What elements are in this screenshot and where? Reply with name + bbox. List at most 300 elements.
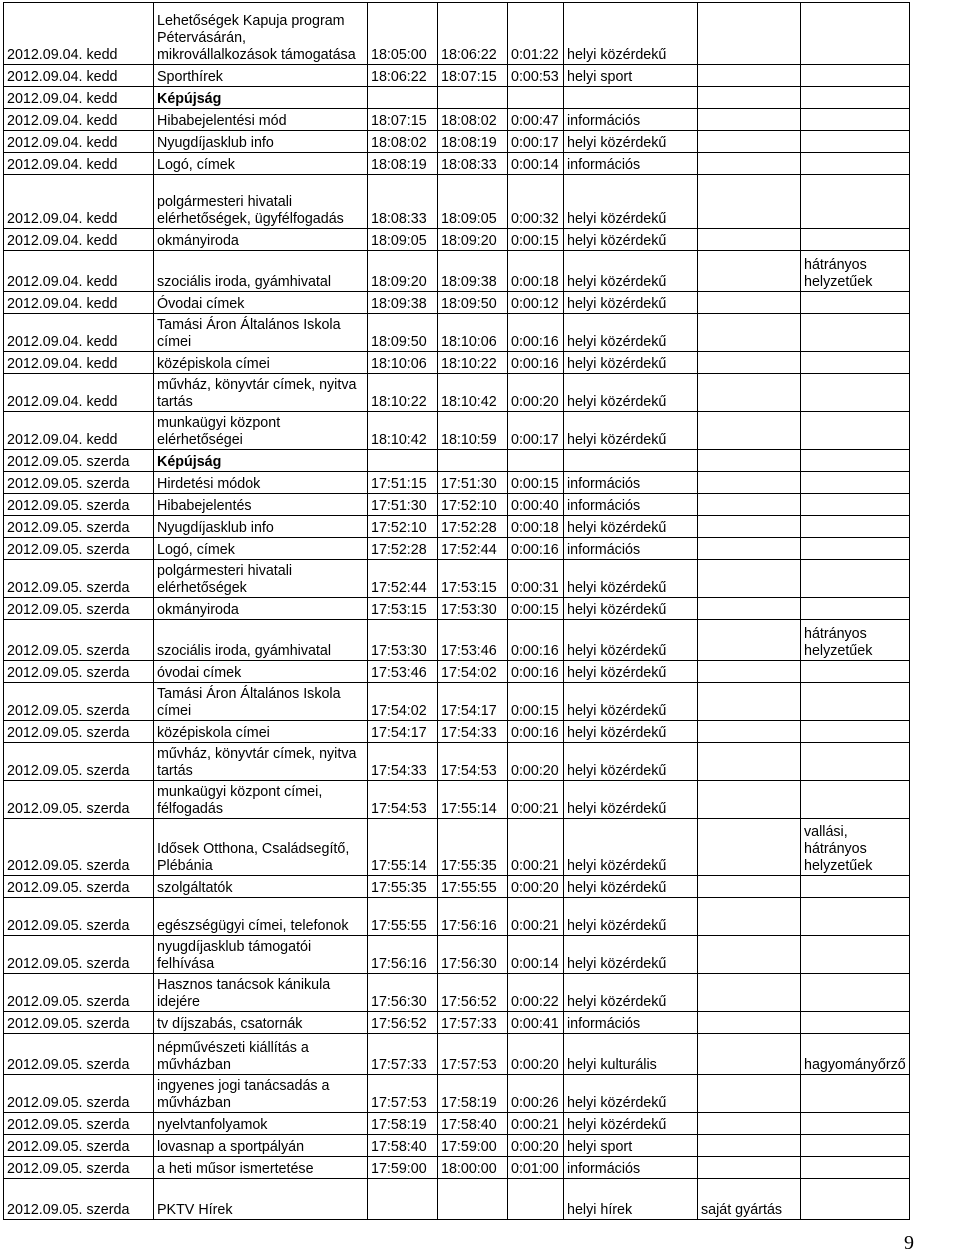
category-cell: helyi közérdekű xyxy=(564,819,698,876)
target-group-cell xyxy=(801,683,910,721)
program-cell: Tamási Áron Általános Iskola címei xyxy=(154,314,368,352)
category-cell: helyi közérdekű xyxy=(564,661,698,683)
date-cell: 2012.09.05. szerda xyxy=(4,781,154,819)
date-cell: 2012.09.05. szerda xyxy=(4,1135,154,1157)
production-cell xyxy=(698,516,801,538)
target-group-cell xyxy=(801,3,910,65)
end-time-cell: 17:57:33 xyxy=(438,1012,508,1034)
table-row xyxy=(4,87,910,109)
production-cell xyxy=(698,1157,801,1179)
start-time-cell: 17:55:35 xyxy=(368,876,438,898)
end-time-cell: 17:56:52 xyxy=(438,974,508,1012)
target-group-cell xyxy=(801,494,910,516)
start-time-cell: 18:09:38 xyxy=(368,292,438,314)
start-time-cell: 17:54:33 xyxy=(368,743,438,781)
broadcast-schedule-table xyxy=(3,2,910,1220)
production-cell xyxy=(698,721,801,743)
date-cell: 2012.09.04. kedd xyxy=(4,153,154,175)
start-time-cell: 17:56:16 xyxy=(368,936,438,974)
program-cell: Tamási Áron Általános Iskola címei xyxy=(154,683,368,721)
end-time-cell: 17:54:53 xyxy=(438,743,508,781)
category-cell: helyi közérdekű xyxy=(564,1075,698,1113)
table-row xyxy=(4,153,910,175)
duration-cell: 0:00:16 xyxy=(508,352,564,374)
production-cell xyxy=(698,743,801,781)
date-cell: 2012.09.04. kedd xyxy=(4,412,154,450)
program-cell: Idősek Otthona, Családsegítő, Plébánia xyxy=(154,819,368,876)
date-cell: 2012.09.04. kedd xyxy=(4,314,154,352)
table-row xyxy=(4,743,910,781)
target-group-cell xyxy=(801,1012,910,1034)
production-cell xyxy=(698,175,801,229)
page-number: 9 xyxy=(904,1232,914,1254)
program-cell: szociális iroda, gyámhivatal xyxy=(154,620,368,661)
production-cell xyxy=(698,472,801,494)
date-cell: 2012.09.05. szerda xyxy=(4,472,154,494)
start-time-cell: 17:57:53 xyxy=(368,1075,438,1113)
date-cell: 2012.09.04. kedd xyxy=(4,352,154,374)
program-cell: nyelvtanfolyamok xyxy=(154,1113,368,1135)
date-cell: 2012.09.05. szerda xyxy=(4,620,154,661)
category-cell: információs xyxy=(564,153,698,175)
program-cell: Hirdetési módok xyxy=(154,472,368,494)
program-cell: művház, könyvtár címek, nyitva tartás xyxy=(154,743,368,781)
target-group-cell xyxy=(801,1157,910,1179)
date-cell: 2012.09.04. kedd xyxy=(4,87,154,109)
production-cell xyxy=(698,109,801,131)
start-time-cell: 17:53:15 xyxy=(368,598,438,620)
date-cell: 2012.09.05. szerda xyxy=(4,1179,154,1220)
end-time-cell: 17:54:17 xyxy=(438,683,508,721)
target-group-cell xyxy=(801,781,910,819)
program-cell: munkaügyi központ elérhetőségei xyxy=(154,412,368,450)
date-cell: 2012.09.05. szerda xyxy=(4,898,154,936)
date-cell: 2012.09.05. szerda xyxy=(4,560,154,598)
production-cell xyxy=(698,1075,801,1113)
program-cell: okmányiroda xyxy=(154,598,368,620)
target-group-cell xyxy=(801,560,910,598)
table-row xyxy=(4,412,910,450)
table-row xyxy=(4,538,910,560)
target-group-cell xyxy=(801,743,910,781)
category-cell: helyi közérdekű xyxy=(564,721,698,743)
end-time-cell xyxy=(438,1179,508,1220)
start-time-cell: 18:09:50 xyxy=(368,314,438,352)
production-cell xyxy=(698,781,801,819)
table-row xyxy=(4,292,910,314)
date-cell: 2012.09.05. szerda xyxy=(4,661,154,683)
program-cell: Hibabejelentési mód xyxy=(154,109,368,131)
category-cell: helyi hírek xyxy=(564,1179,698,1220)
program-cell: szolgáltatók xyxy=(154,876,368,898)
program-cell: polgármesteri hivatali elérhetőségek, ügyfélfogadás xyxy=(154,175,368,229)
target-group-cell xyxy=(801,721,910,743)
category-cell: helyi sport xyxy=(564,65,698,87)
category-cell: helyi közérdekű xyxy=(564,683,698,721)
date-cell: 2012.09.05. szerda xyxy=(4,743,154,781)
target-group-cell xyxy=(801,1075,910,1113)
duration-cell: 0:00:21 xyxy=(508,819,564,876)
end-time-cell: 17:58:40 xyxy=(438,1113,508,1135)
category-cell: helyi közérdekű xyxy=(564,781,698,819)
duration-cell: 0:00:15 xyxy=(508,683,564,721)
start-time-cell: 18:08:02 xyxy=(368,131,438,153)
category-cell: helyi közérdekű xyxy=(564,229,698,251)
start-time-cell: 17:54:02 xyxy=(368,683,438,721)
program-cell: művház, könyvtár címek, nyitva tartás xyxy=(154,374,368,412)
category-cell: helyi sport xyxy=(564,1135,698,1157)
category-cell: helyi közérdekű xyxy=(564,516,698,538)
program-cell: Nyugdíjasklub info xyxy=(154,516,368,538)
program-cell: Óvodai címek xyxy=(154,292,368,314)
table-row xyxy=(4,936,910,974)
date-cell: 2012.09.04. kedd xyxy=(4,175,154,229)
duration-cell: 0:01:00 xyxy=(508,1157,564,1179)
production-cell xyxy=(698,598,801,620)
start-time-cell: 17:53:30 xyxy=(368,620,438,661)
duration-cell: 0:00:26 xyxy=(508,1075,564,1113)
production-cell xyxy=(698,3,801,65)
duration-cell: 0:00:16 xyxy=(508,314,564,352)
end-time-cell: 18:10:59 xyxy=(438,412,508,450)
date-cell: 2012.09.05. szerda xyxy=(4,876,154,898)
table-row xyxy=(4,472,910,494)
category-cell: információs xyxy=(564,1157,698,1179)
target-group-cell: vallási, hátrányos helyzetűek xyxy=(801,819,910,876)
end-time-cell: 18:09:05 xyxy=(438,175,508,229)
production-cell xyxy=(698,374,801,412)
program-cell: munkaügyi központ címei, félfogadás xyxy=(154,781,368,819)
table-row xyxy=(4,1179,910,1220)
end-time-cell: 17:51:30 xyxy=(438,472,508,494)
program-cell: ingyenes jogi tanácsadás a művházban xyxy=(154,1075,368,1113)
table-row xyxy=(4,898,910,936)
category-cell: helyi közérdekű xyxy=(564,620,698,661)
table-row xyxy=(4,661,910,683)
table-row xyxy=(4,1075,910,1113)
program-cell: Képújság xyxy=(154,87,368,109)
target-group-cell xyxy=(801,292,910,314)
duration-cell: 0:00:41 xyxy=(508,1012,564,1034)
production-cell xyxy=(698,876,801,898)
category-cell xyxy=(564,450,698,472)
target-group-cell xyxy=(801,974,910,1012)
target-group-cell xyxy=(801,314,910,352)
duration-cell: 0:00:53 xyxy=(508,65,564,87)
category-cell: helyi közérdekű xyxy=(564,131,698,153)
duration-cell: 0:00:47 xyxy=(508,109,564,131)
date-cell: 2012.09.04. kedd xyxy=(4,109,154,131)
duration-cell: 0:00:20 xyxy=(508,374,564,412)
table-row xyxy=(4,450,910,472)
target-group-cell: hátrányos helyzetűek xyxy=(801,251,910,292)
end-time-cell: 17:53:30 xyxy=(438,598,508,620)
target-group-cell xyxy=(801,352,910,374)
program-cell: egészségügyi címei, telefonok xyxy=(154,898,368,936)
program-cell: nyugdíjasklub támogatói felhívása xyxy=(154,936,368,974)
target-group-cell xyxy=(801,109,910,131)
start-time-cell: 17:51:30 xyxy=(368,494,438,516)
production-cell xyxy=(698,1012,801,1034)
table-row xyxy=(4,1135,910,1157)
target-group-cell xyxy=(801,661,910,683)
start-time-cell: 17:53:46 xyxy=(368,661,438,683)
end-time-cell: 17:55:14 xyxy=(438,781,508,819)
production-cell xyxy=(698,65,801,87)
end-time-cell xyxy=(438,87,508,109)
target-group-cell xyxy=(801,412,910,450)
start-time-cell: 17:52:44 xyxy=(368,560,438,598)
start-time-cell: 18:05:00 xyxy=(368,3,438,65)
duration-cell xyxy=(508,450,564,472)
date-cell: 2012.09.05. szerda xyxy=(4,819,154,876)
end-time-cell: 17:58:19 xyxy=(438,1075,508,1113)
duration-cell: 0:00:16 xyxy=(508,721,564,743)
target-group-cell xyxy=(801,175,910,229)
production-cell xyxy=(698,494,801,516)
start-time-cell: 17:56:30 xyxy=(368,974,438,1012)
production-cell xyxy=(698,314,801,352)
table-row xyxy=(4,494,910,516)
start-time-cell: 17:57:33 xyxy=(368,1034,438,1075)
duration-cell: 0:00:32 xyxy=(508,175,564,229)
end-time-cell: 17:55:55 xyxy=(438,876,508,898)
end-time-cell: 17:52:10 xyxy=(438,494,508,516)
start-time-cell: 18:09:20 xyxy=(368,251,438,292)
program-cell: Lehetőségek Kapuja program Pétervásárán, mikrovállalkozások támogatása xyxy=(154,3,368,65)
start-time-cell: 18:06:22 xyxy=(368,65,438,87)
program-cell: a heti műsor ismertetése xyxy=(154,1157,368,1179)
program-cell: középiskola címei xyxy=(154,352,368,374)
production-cell xyxy=(698,1034,801,1075)
category-cell: helyi közérdekű xyxy=(564,412,698,450)
table-row xyxy=(4,620,910,661)
production-cell xyxy=(698,819,801,876)
start-time-cell: 18:09:05 xyxy=(368,229,438,251)
table-row xyxy=(4,819,910,876)
duration-cell: 0:00:16 xyxy=(508,538,564,560)
program-cell: szociális iroda, gyámhivatal xyxy=(154,251,368,292)
program-cell: óvodai címek xyxy=(154,661,368,683)
table-row xyxy=(4,683,910,721)
production-cell xyxy=(698,251,801,292)
end-time-cell: 18:09:38 xyxy=(438,251,508,292)
table-row xyxy=(4,1157,910,1179)
category-cell: információs xyxy=(564,109,698,131)
start-time-cell: 17:54:17 xyxy=(368,721,438,743)
start-time-cell: 17:55:14 xyxy=(368,819,438,876)
start-time-cell: 17:58:19 xyxy=(368,1113,438,1135)
end-time-cell: 18:10:06 xyxy=(438,314,508,352)
end-time-cell: 17:52:28 xyxy=(438,516,508,538)
duration-cell: 0:00:18 xyxy=(508,516,564,538)
production-cell xyxy=(698,131,801,153)
program-cell: népművészeti kiállítás a művházban xyxy=(154,1034,368,1075)
target-group-cell xyxy=(801,472,910,494)
date-cell: 2012.09.05. szerda xyxy=(4,1034,154,1075)
category-cell: helyi közérdekű xyxy=(564,743,698,781)
date-cell: 2012.09.05. szerda xyxy=(4,936,154,974)
date-cell: 2012.09.05. szerda xyxy=(4,1157,154,1179)
duration-cell: 0:00:14 xyxy=(508,936,564,974)
date-cell: 2012.09.04. kedd xyxy=(4,65,154,87)
schedule-body xyxy=(4,3,910,1220)
program-cell: polgármesteri hivatali elérhetőségek xyxy=(154,560,368,598)
program-cell: PKTV Hírek xyxy=(154,1179,368,1220)
start-time-cell: 18:10:42 xyxy=(368,412,438,450)
start-time-cell: 18:07:15 xyxy=(368,109,438,131)
category-cell: információs xyxy=(564,1012,698,1034)
target-group-cell xyxy=(801,87,910,109)
duration-cell: 0:00:20 xyxy=(508,1135,564,1157)
date-cell: 2012.09.05. szerda xyxy=(4,516,154,538)
duration-cell: 0:00:17 xyxy=(508,131,564,153)
program-cell: okmányiroda xyxy=(154,229,368,251)
date-cell: 2012.09.05. szerda xyxy=(4,1075,154,1113)
production-cell xyxy=(698,412,801,450)
duration-cell: 0:00:21 xyxy=(508,781,564,819)
end-time-cell: 17:56:30 xyxy=(438,936,508,974)
target-group-cell xyxy=(801,876,910,898)
date-cell: 2012.09.05. szerda xyxy=(4,598,154,620)
target-group-cell xyxy=(801,898,910,936)
start-time-cell xyxy=(368,87,438,109)
production-cell: saját gyártás xyxy=(698,1179,801,1220)
date-cell: 2012.09.05. szerda xyxy=(4,538,154,560)
production-cell xyxy=(698,538,801,560)
duration-cell: 0:00:40 xyxy=(508,494,564,516)
start-time-cell: 17:52:28 xyxy=(368,538,438,560)
end-time-cell: 18:09:50 xyxy=(438,292,508,314)
target-group-cell xyxy=(801,374,910,412)
date-cell: 2012.09.04. kedd xyxy=(4,229,154,251)
date-cell: 2012.09.05. szerda xyxy=(4,721,154,743)
end-time-cell: 17:53:15 xyxy=(438,560,508,598)
table-row xyxy=(4,1113,910,1135)
production-cell xyxy=(698,974,801,1012)
table-row xyxy=(4,374,910,412)
start-time-cell: 17:52:10 xyxy=(368,516,438,538)
date-cell: 2012.09.04. kedd xyxy=(4,292,154,314)
start-time-cell: 17:51:15 xyxy=(368,472,438,494)
category-cell: helyi közérdekű xyxy=(564,898,698,936)
duration-cell: 0:00:14 xyxy=(508,153,564,175)
date-cell: 2012.09.05. szerda xyxy=(4,974,154,1012)
category-cell: információs xyxy=(564,472,698,494)
program-cell: tv díjszabás, csatornák xyxy=(154,1012,368,1034)
production-cell xyxy=(698,153,801,175)
production-cell xyxy=(698,683,801,721)
category-cell: információs xyxy=(564,538,698,560)
program-cell: Logó, címek xyxy=(154,538,368,560)
start-time-cell: 18:10:22 xyxy=(368,374,438,412)
category-cell: helyi közérdekű xyxy=(564,251,698,292)
target-group-cell xyxy=(801,450,910,472)
table-row xyxy=(4,229,910,251)
target-group-cell xyxy=(801,516,910,538)
target-group-cell xyxy=(801,936,910,974)
duration-cell: 0:00:16 xyxy=(508,620,564,661)
date-cell: 2012.09.05. szerda xyxy=(4,450,154,472)
end-time-cell: 18:08:02 xyxy=(438,109,508,131)
duration-cell: 0:00:20 xyxy=(508,1034,564,1075)
date-cell: 2012.09.05. szerda xyxy=(4,683,154,721)
table-row xyxy=(4,65,910,87)
target-group-cell: hátrányos helyzetűek xyxy=(801,620,910,661)
table-row xyxy=(4,3,910,65)
table-row xyxy=(4,560,910,598)
end-time-cell: 18:10:42 xyxy=(438,374,508,412)
category-cell: helyi közérdekű xyxy=(564,1113,698,1135)
duration-cell: 0:01:22 xyxy=(508,3,564,65)
program-cell: lovasnap a sportpályán xyxy=(154,1135,368,1157)
category-cell: helyi közérdekű xyxy=(564,3,698,65)
program-cell: Nyugdíjasklub info xyxy=(154,131,368,153)
program-cell: Sporthírek xyxy=(154,65,368,87)
end-time-cell: 18:07:15 xyxy=(438,65,508,87)
end-time-cell: 17:59:00 xyxy=(438,1135,508,1157)
category-cell: helyi közérdekű xyxy=(564,974,698,1012)
date-cell: 2012.09.05. szerda xyxy=(4,1012,154,1034)
target-group-cell xyxy=(801,598,910,620)
target-group-cell xyxy=(801,153,910,175)
duration-cell: 0:00:20 xyxy=(508,876,564,898)
production-cell xyxy=(698,292,801,314)
date-cell: 2012.09.05. szerda xyxy=(4,494,154,516)
production-cell xyxy=(698,898,801,936)
category-cell xyxy=(564,87,698,109)
table-row xyxy=(4,251,910,292)
end-time-cell: 18:06:22 xyxy=(438,3,508,65)
duration-cell: 0:00:17 xyxy=(508,412,564,450)
target-group-cell xyxy=(801,538,910,560)
program-cell: Hibabejelentés xyxy=(154,494,368,516)
table-row xyxy=(4,109,910,131)
target-group-cell xyxy=(801,1113,910,1135)
production-cell xyxy=(698,87,801,109)
target-group-cell xyxy=(801,1179,910,1220)
date-cell: 2012.09.05. szerda xyxy=(4,1113,154,1135)
category-cell: helyi közérdekű xyxy=(564,292,698,314)
end-time-cell: 18:00:00 xyxy=(438,1157,508,1179)
production-cell xyxy=(698,229,801,251)
start-time-cell: 17:59:00 xyxy=(368,1157,438,1179)
duration-cell: 0:00:21 xyxy=(508,898,564,936)
start-time-cell: 17:56:52 xyxy=(368,1012,438,1034)
duration-cell: 0:00:15 xyxy=(508,229,564,251)
category-cell: információs xyxy=(564,494,698,516)
start-time-cell xyxy=(368,450,438,472)
table-row xyxy=(4,876,910,898)
duration-cell: 0:00:22 xyxy=(508,974,564,1012)
duration-cell: 0:00:21 xyxy=(508,1113,564,1135)
table-row xyxy=(4,314,910,352)
table-row xyxy=(4,1034,910,1075)
production-cell xyxy=(698,1113,801,1135)
table-row xyxy=(4,352,910,374)
category-cell: helyi közérdekű xyxy=(564,314,698,352)
program-cell: Képújság xyxy=(154,450,368,472)
date-cell: 2012.09.04. kedd xyxy=(4,374,154,412)
end-time-cell: 17:54:02 xyxy=(438,661,508,683)
end-time-cell: 17:52:44 xyxy=(438,538,508,560)
table-row xyxy=(4,721,910,743)
duration-cell: 0:00:18 xyxy=(508,251,564,292)
duration-cell: 0:00:31 xyxy=(508,560,564,598)
duration-cell: 0:00:15 xyxy=(508,598,564,620)
duration-cell: 0:00:12 xyxy=(508,292,564,314)
target-group-cell xyxy=(801,229,910,251)
